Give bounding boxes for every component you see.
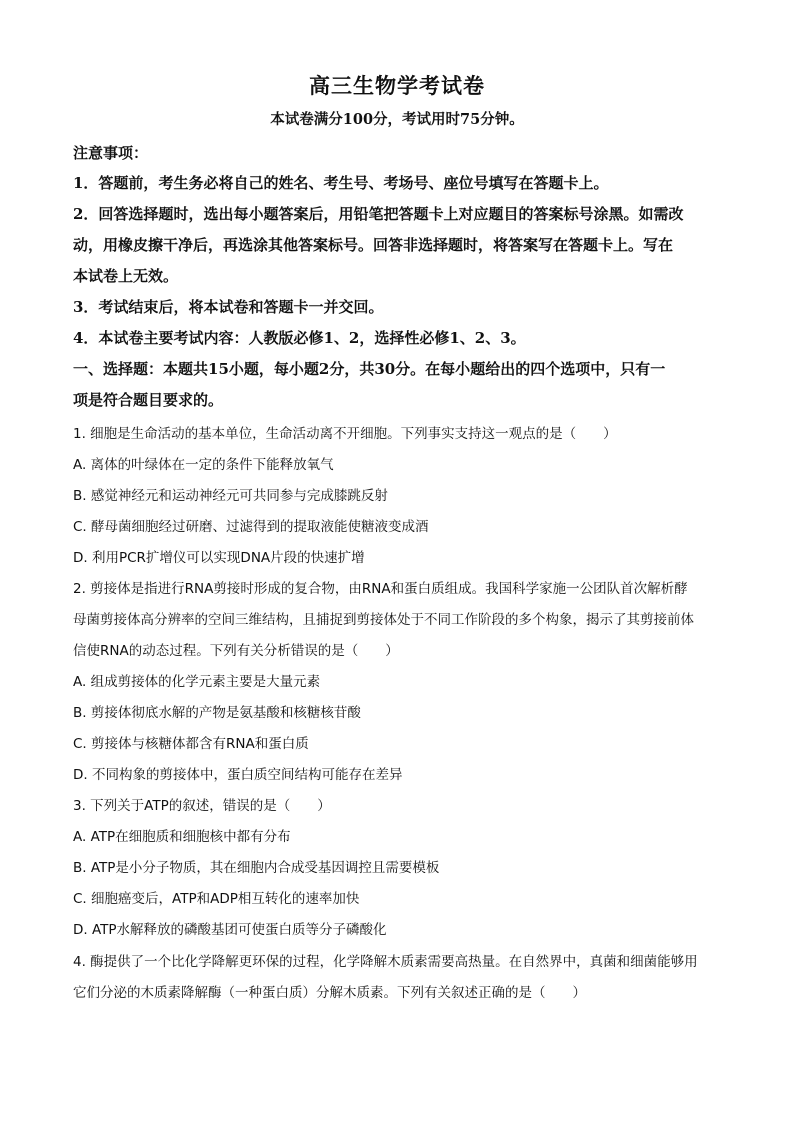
question-2-option-b: B. 剪接体彻底水解的产物是氨基酸和核糖核苷酸	[73, 705, 361, 721]
section-heading-line-2: 项是符合题目要求的。	[73, 391, 224, 409]
notice-heading: 注意事项：	[73, 144, 149, 162]
question-1-option-a: A. 离体的叶绿体在一定的条件下能释放氧气	[73, 457, 334, 473]
question-2-stem-line-3: 信使RNA的动态过程。下列有关分析错误的是（ ）	[73, 643, 399, 659]
notice-item-2-line-1: 2．回答选择题时，选出每小题答案后，用铅笔把答题卡上对应题目的答案标号涂黑。如需改	[73, 205, 684, 223]
notice-item-4: 4．本试卷主要考试内容：人教版必修1、2，选择性必修1、2、3。	[73, 329, 526, 347]
question-1-option-d: D. 利用PCR扩增仪可以实现DNA片段的快速扩增	[73, 550, 365, 566]
question-2-stem-line-2: 母菌剪接体高分辨率的空间三维结构，且捕捉到剪接体处于不同工作阶段的多个构象，揭示了其剪接前体	[73, 612, 694, 628]
question-2-stem-line-1: 2. 剪接体是指进行RNA剪接时形成的复合物，由RNA和蛋白质组成。我国科学家施一公团队首次解析酵	[73, 581, 688, 597]
exam-title: 高三生物学考试卷	[309, 73, 485, 98]
section-heading-line-1: 一、选择题：本题共15小题，每小题2分，共30分。在每小题给出的四个选项中，只有一	[73, 360, 666, 378]
question-2-option-d: D. 不同构象的剪接体中，蛋白质空间结构可能存在差异	[73, 767, 403, 783]
question-1-option-c: C. 酵母菌细胞经过研磨、过滤得到的提取液能使糖液变成酒	[73, 519, 429, 535]
exam-subtitle: 本试卷满分100分，考试用时75分钟。	[270, 111, 524, 128]
question-1-option-b: B. 感觉神经元和运动神经元可共同参与完成膝跳反射	[73, 488, 388, 504]
question-2-option-c: C. 剪接体与核糖体都含有RNA和蛋白质	[73, 736, 309, 752]
notice-item-1: 1．答题前，考生务必将自己的姓名、考生号、考场号、座位号填写在答题卡上。	[73, 174, 609, 192]
question-3-option-c: C. 细胞癌变后，ATP和ADP相互转化的速率加快	[73, 891, 360, 907]
notice-item-2-line-3: 本试卷上无效。	[73, 267, 179, 285]
question-4-stem-line-1: 4. 酶提供了一个比化学降解更环保的过程，化学降解木质素需要高热量。在自然界中，真菌和细菌能够用	[73, 954, 698, 970]
question-4-stem-line-2: 它们分泌的木质素降解酶（一种蛋白质）分解木质素。下列有关叙述正确的是（ ）	[73, 985, 586, 1001]
question-3-option-a: A. ATP在细胞质和细胞核中都有分布	[73, 829, 291, 845]
question-3-option-b: B. ATP是小分子物质，其在细胞内合成受基因调控且需要模板	[73, 860, 440, 876]
notice-item-2-line-2: 动，用橡皮擦干净后，再选涂其他答案标号。回答非选择题时，将答案写在答题卡上。写在	[73, 236, 674, 254]
question-3-option-d: D. ATP水解释放的磷酸基团可使蛋白质等分子磷酸化	[73, 922, 387, 938]
question-3-stem: 3. 下列关于ATP的叙述，错误的是（ ）	[73, 798, 331, 814]
notice-item-3: 3．考试结束后，将本试卷和答题卡一并交回。	[73, 298, 384, 316]
question-2-option-a: A. 组成剪接体的化学元素主要是大量元素	[73, 674, 321, 690]
question-1-stem: 1. 细胞是生命活动的基本单位，生命活动离不开细胞。下列事实支持这一观点的是（ ）	[73, 426, 617, 442]
